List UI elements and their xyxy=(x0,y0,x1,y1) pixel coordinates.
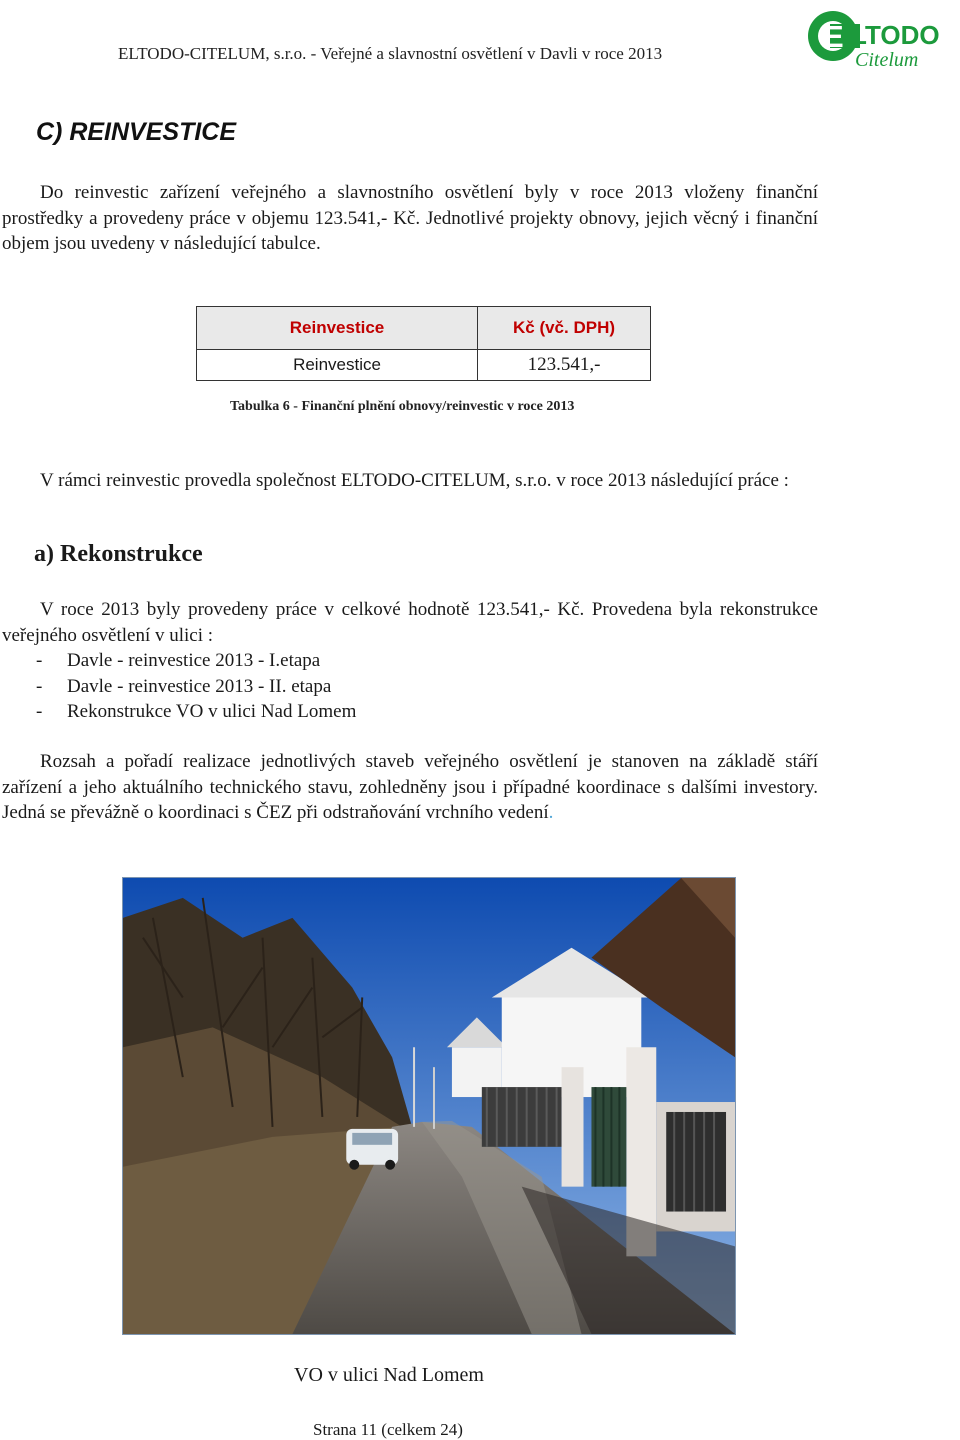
street-photo xyxy=(122,877,736,1335)
logo-text-main: LTODO xyxy=(851,20,940,50)
subsection-heading: a) Rekonstrukce xyxy=(34,541,203,567)
eltodo-citelum-logo xyxy=(803,6,943,70)
scope-paragraph: Rozsah a pořadí realizace jednotlivých staveb veřejného osvětlení je stanoven na základě stáří zařízení a jeho aktuálního technického stavu, zohledněny jsou i případné koordinace s dalšími investory. Jedná se převážně o koordinaci s ČEZ při odstraňování vrchního vedení. xyxy=(2,751,818,823)
logo-letter: E xyxy=(823,19,844,54)
table-caption: Tabulka 6 - Finanční plnění obnovy/reinvestic v roce 2013 xyxy=(230,399,575,414)
table-row xyxy=(197,350,651,381)
finance-table xyxy=(196,306,651,381)
reconstruction-paragraph: V roce 2013 byly provedeny práce v celkové hodnotě 123.541,- Kč. Provedena byla rekonstrukce veřejného osvětlení v ulici : - Davle - reinvestice 2013 - I.etapa - Davle - reinvestice 2013 - II. etapa - Rekonstrukce VO v ulici Nad Lomem xyxy=(2,597,818,725)
table-cell: Reinvestice xyxy=(197,350,478,381)
photo-caption: VO v ulici Nad Lomem xyxy=(294,1364,484,1386)
street-list xyxy=(2,648,818,725)
table-header-row xyxy=(197,307,651,350)
intro-paragraph: Do reinvestic zařízení veřejného a slavnostního osvětlení byly v roce 2013 vloženy finanční prostředky a provedeny práce v objemu 123.541,- Kč. Jednotlivé projekty obnovy, jejich věcný i finanční objem jsou uvedeny v následující tabulce. xyxy=(2,182,818,254)
table-header-cell: Reinvestice xyxy=(197,307,478,350)
table-cell: 123.541,- xyxy=(478,350,651,381)
section-heading: C) REINVESTICE xyxy=(36,118,237,146)
list-item: - Davle - reinvestice 2013 - II. etapa xyxy=(36,675,332,697)
works-intro-paragraph: V rámci reinvestic provedla společnost ELTODO-CITELUM, s.r.o. v roce 2013 následující práce : xyxy=(40,470,789,491)
page-number: Strana 11 (celkem 24) xyxy=(313,1420,463,1439)
list-item: - Davle - reinvestice 2013 - I.etapa xyxy=(36,650,321,671)
table-header-cell: Kč (vč. DPH) xyxy=(478,307,651,350)
list-item: - Rekonstrukce VO v ulici Nad Lomem xyxy=(36,701,357,722)
logo-text-sub: Citelum xyxy=(855,49,919,70)
header-title: ELTODO-CITELUM, s.r.o. - Veřejné a slavnostní osvětlení v Davli v roce 2013 xyxy=(118,44,663,63)
